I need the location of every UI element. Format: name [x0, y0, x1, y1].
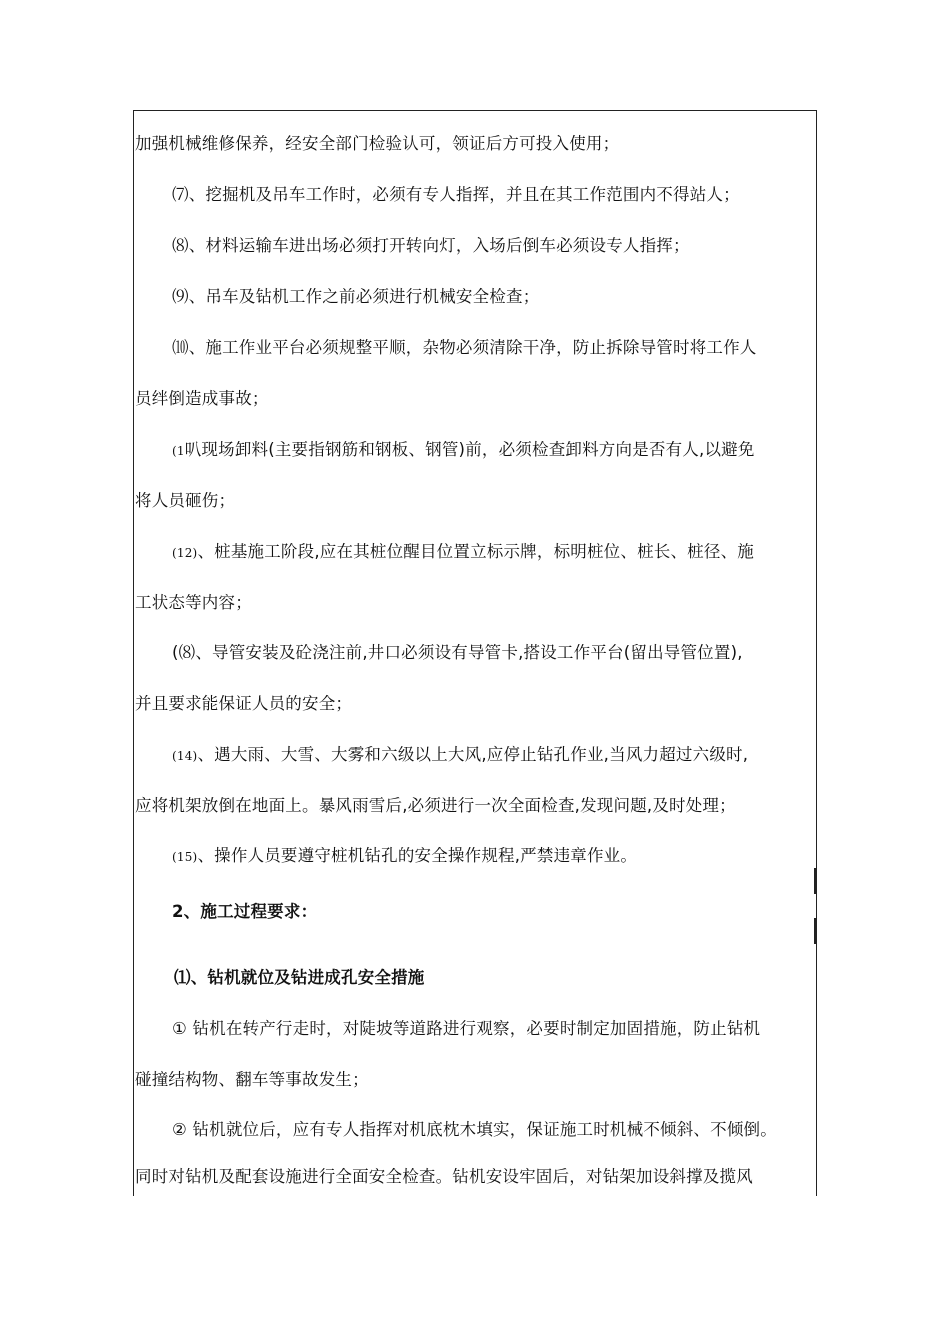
list-item-11	[172, 439, 862, 462]
text-line: 碰撞结构物、翻车等事故发生；	[135, 1070, 369, 1089]
item-number: (15)	[172, 850, 198, 864]
list-item-circled-1: ① 钻机在转产行走时，对陡坡等道路进行观察，必要时制定加固措施，防止钻机	[172, 1019, 761, 1038]
text-line: 加强机械维修保养，经安全部门检验认可，领证后方可投入使用；	[135, 134, 620, 153]
text-line: 将人员砸伤；	[135, 491, 236, 510]
text-line: 同时对钻机及配套设施进行全面安全检查。钻机安设牢固后，对钻架加设斜撑及揽风	[135, 1167, 753, 1186]
list-item-12	[172, 541, 862, 564]
text-line: 应将机架放倒在地面上。暴风雨雪后,必须进行一次全面检查,发现问题,及时处理；	[135, 796, 736, 815]
list-item-14	[172, 744, 862, 767]
border-mark	[814, 868, 816, 894]
item-text: 、操作人员要遵守桩机钻孔的安全操作规程,严禁违章作业。	[197, 846, 638, 865]
list-item-7: ⑺、挖掘机及吊车工作时，必须有专人指挥，并且在其工作范围内不得站人；	[172, 185, 740, 204]
list-item-circled-2: ② 钻机就位后，应有专人指挥对机底枕木填实，保证施工时机械不倾斜、不倾倒。	[172, 1120, 777, 1139]
text-line: 工状态等内容；	[135, 593, 252, 612]
item-text: 、遇大雨、大雪、大雾和六级以上大风,应停止钻孔作业,当风力超过六级时,	[197, 745, 749, 764]
list-item-8: ⑻、材料运输车进出场必须打开转向灯，入场后倒车必须设专人指挥；	[172, 236, 690, 255]
item-text: 、桩基施工阶段,应在其桩位醒目位置立标示牌，标明桩位、桩长、桩径、施	[197, 542, 754, 561]
list-item-9: ⑼、吊车及钻机工作之前必须进行机械安全检查；	[172, 287, 540, 306]
item-number: (14)	[172, 749, 198, 763]
section-heading: 2、施工过程要求：	[172, 902, 318, 921]
item-text: 叭现场卸料(主要指钢筋和钢板、钢管)前，必须检查卸料方向是否有人,以避免	[184, 440, 755, 459]
subsection-heading: ⑴、钻机就位及钻进成孔安全措施	[174, 968, 425, 987]
text-line: 员绊倒造成事故；	[135, 389, 269, 408]
list-item-15	[172, 845, 862, 868]
item-number: (1	[172, 444, 185, 458]
text-line: 并且要求能保证人员的安全；	[135, 694, 353, 713]
item-number: (12)	[172, 546, 198, 560]
list-item-13: (⑻、导管安装及砼浇注前,井口必须设有导管卡,搭设工作平台(留出导管位置),	[172, 643, 743, 662]
list-item-10: ⑽、施工作业平台必须规整平顺，杂物必须清除干净，防止拆除导管时将工作人	[172, 338, 757, 357]
